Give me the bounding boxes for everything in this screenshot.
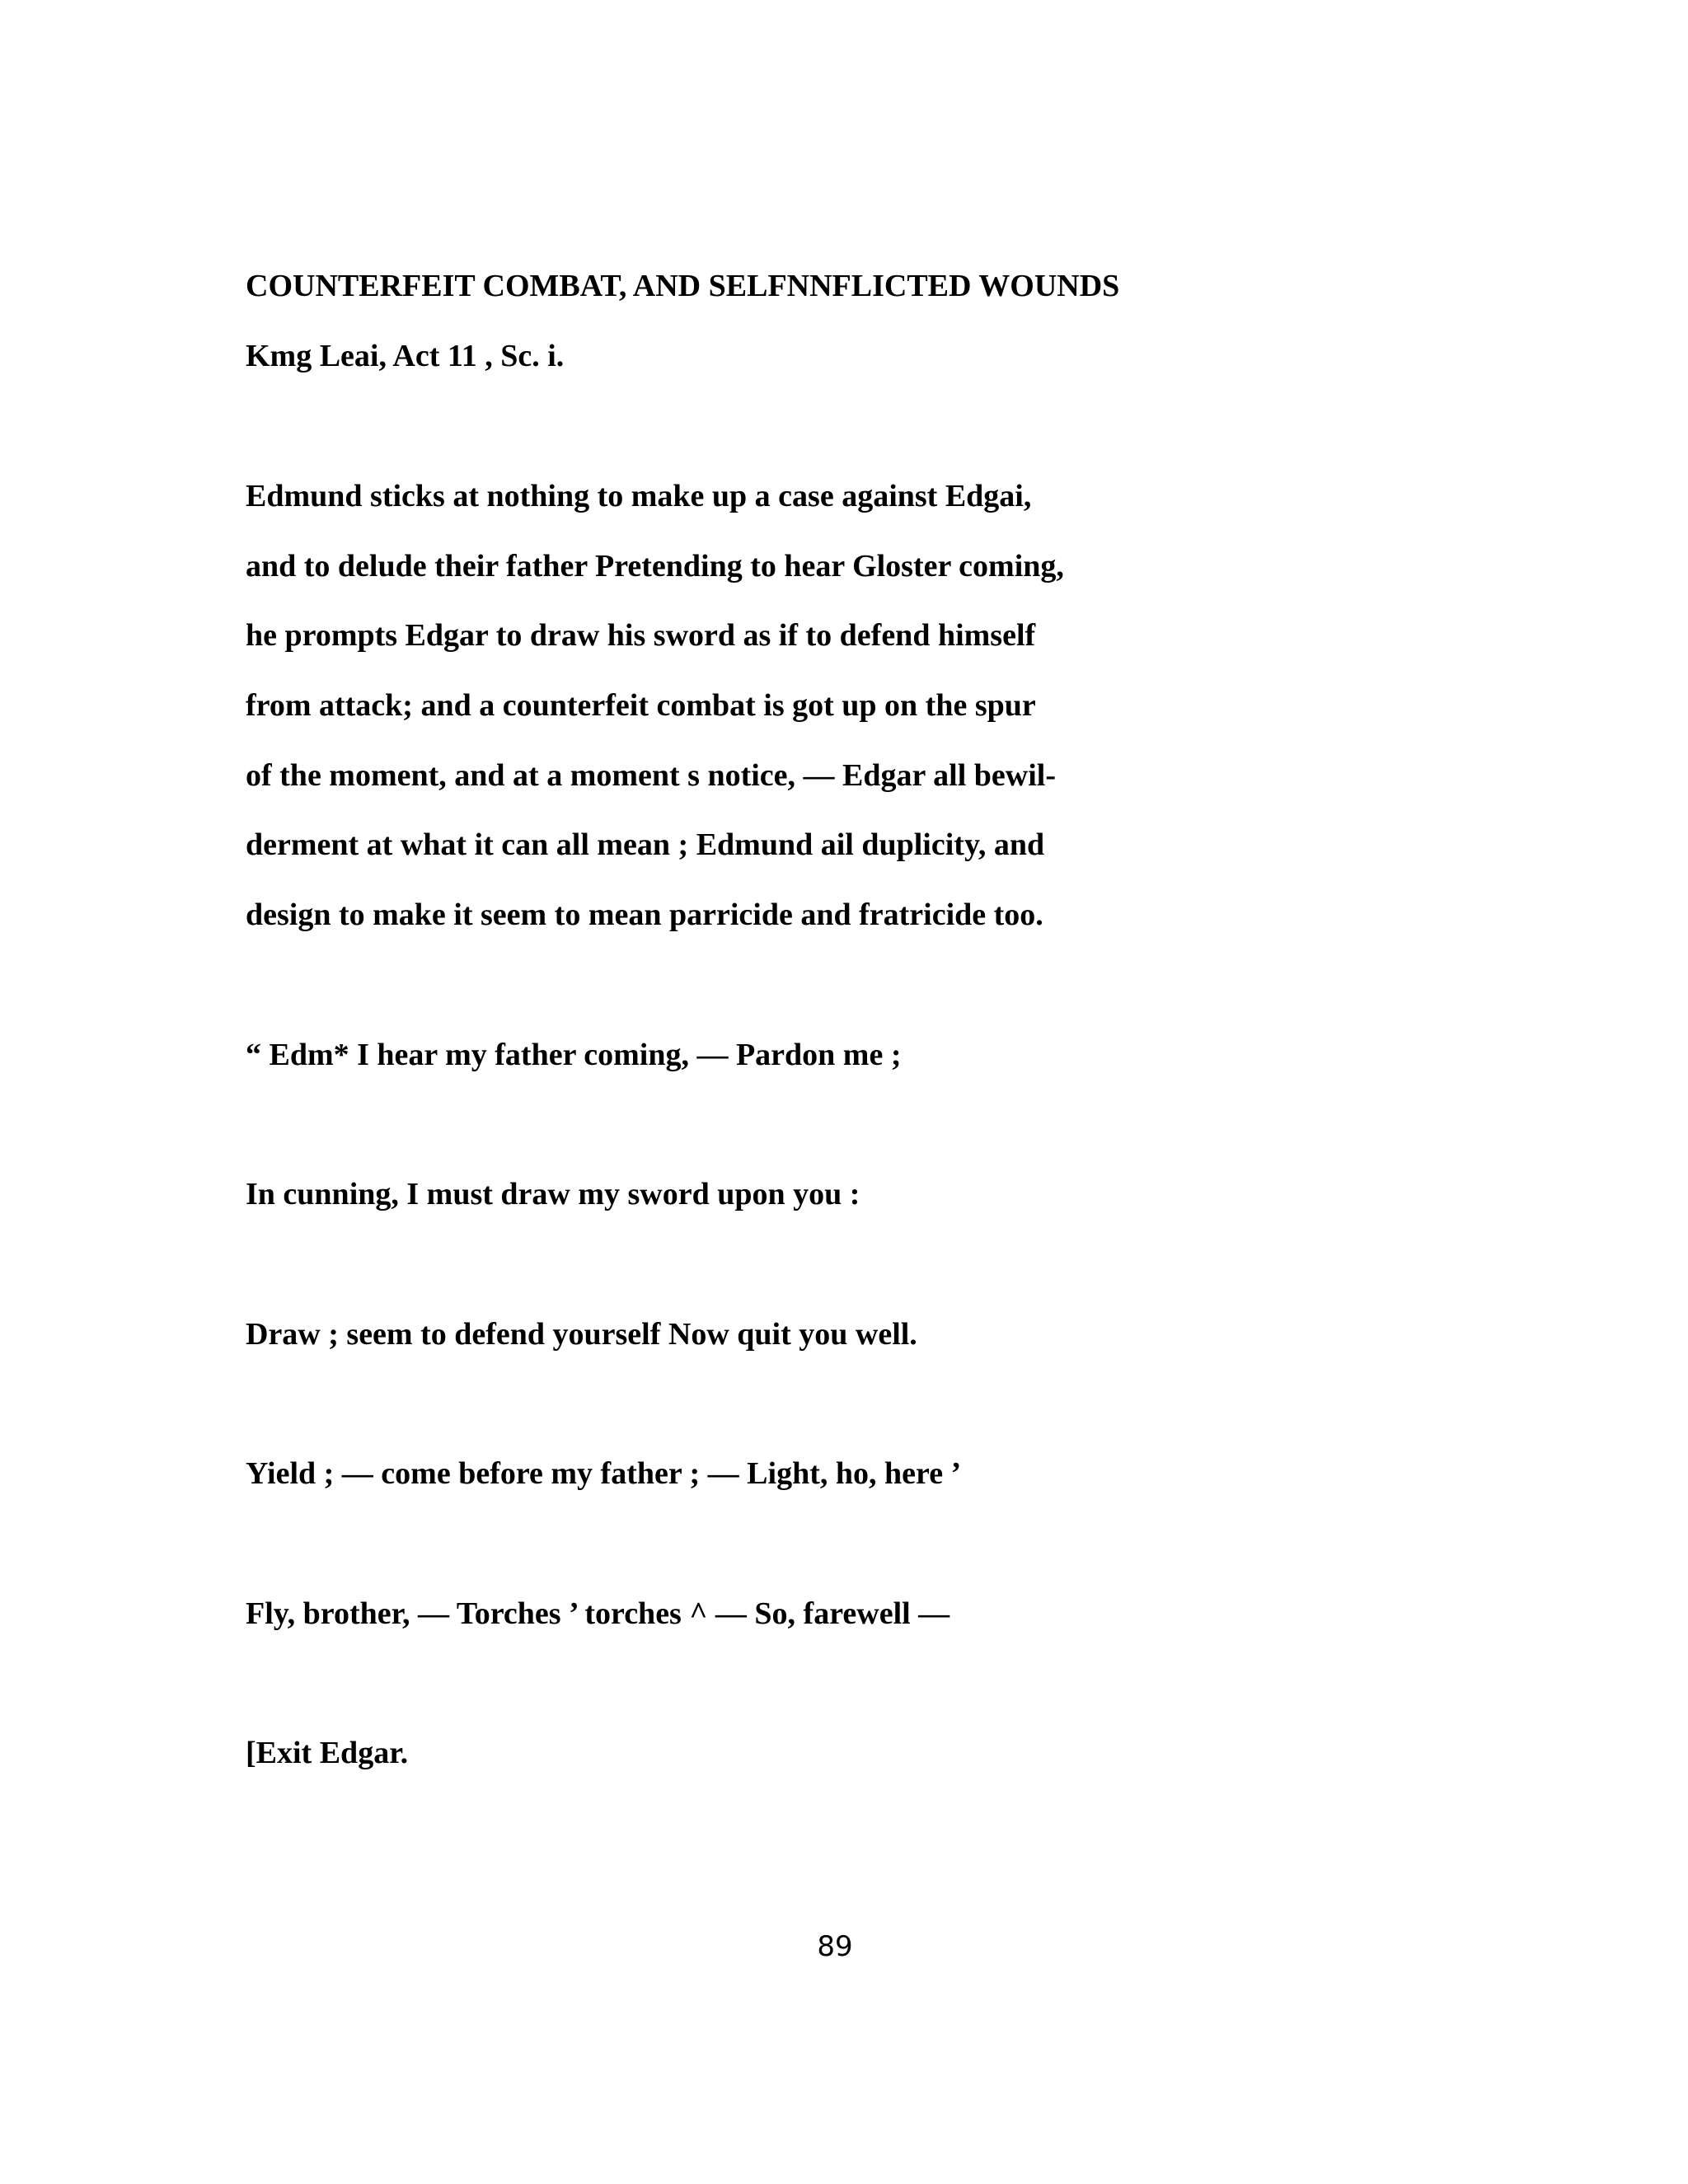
paragraph-line: he prompts Edgar to draw his sword as if to defend himself: [246, 618, 1036, 653]
paragraph-line: of the moment, and at a moment s notice, — Edgar all bewil-: [246, 758, 1057, 793]
paragraph-line: design to make it seem to mean parricide and fratricide too.: [246, 898, 1043, 932]
verse-line: Draw ; seem to defend yourself Now quit you well.: [246, 1317, 917, 1352]
paragraph-line: derment at what it can all mean ; Edmund ail duplicity, and: [246, 827, 1045, 862]
verse-line: “ Edm* I hear my father coming, — Pardon me ;: [246, 1038, 902, 1072]
chapter-title: COUNTERFEIT COMBAT, AND SELFNNFLICTED WOUNDS: [246, 269, 1120, 303]
verse-line: Fly, brother, — Torches ’ torches ^ — So, farewell —: [246, 1596, 950, 1631]
paragraph-line: from attack; and a counterfeit combat is got up on the spur: [246, 688, 1036, 723]
verse-line: Yield ; — come before my father ; — Light, ho, here ’: [246, 1456, 962, 1491]
chapter-subtitle: Kmg Leai, Act 11 , Sc. i.: [246, 339, 565, 373]
verse-line: In cunning, I must draw my sword upon you :: [246, 1177, 860, 1212]
paragraph-line: and to delude their father Pretending to hear Gloster coming,: [246, 549, 1064, 583]
stage-direction: [Exit Edgar.: [246, 1736, 409, 1770]
page-number: 89: [817, 1930, 853, 1963]
paragraph-line: Edmund sticks at nothing to make up a case against Edgai,: [246, 479, 1032, 513]
